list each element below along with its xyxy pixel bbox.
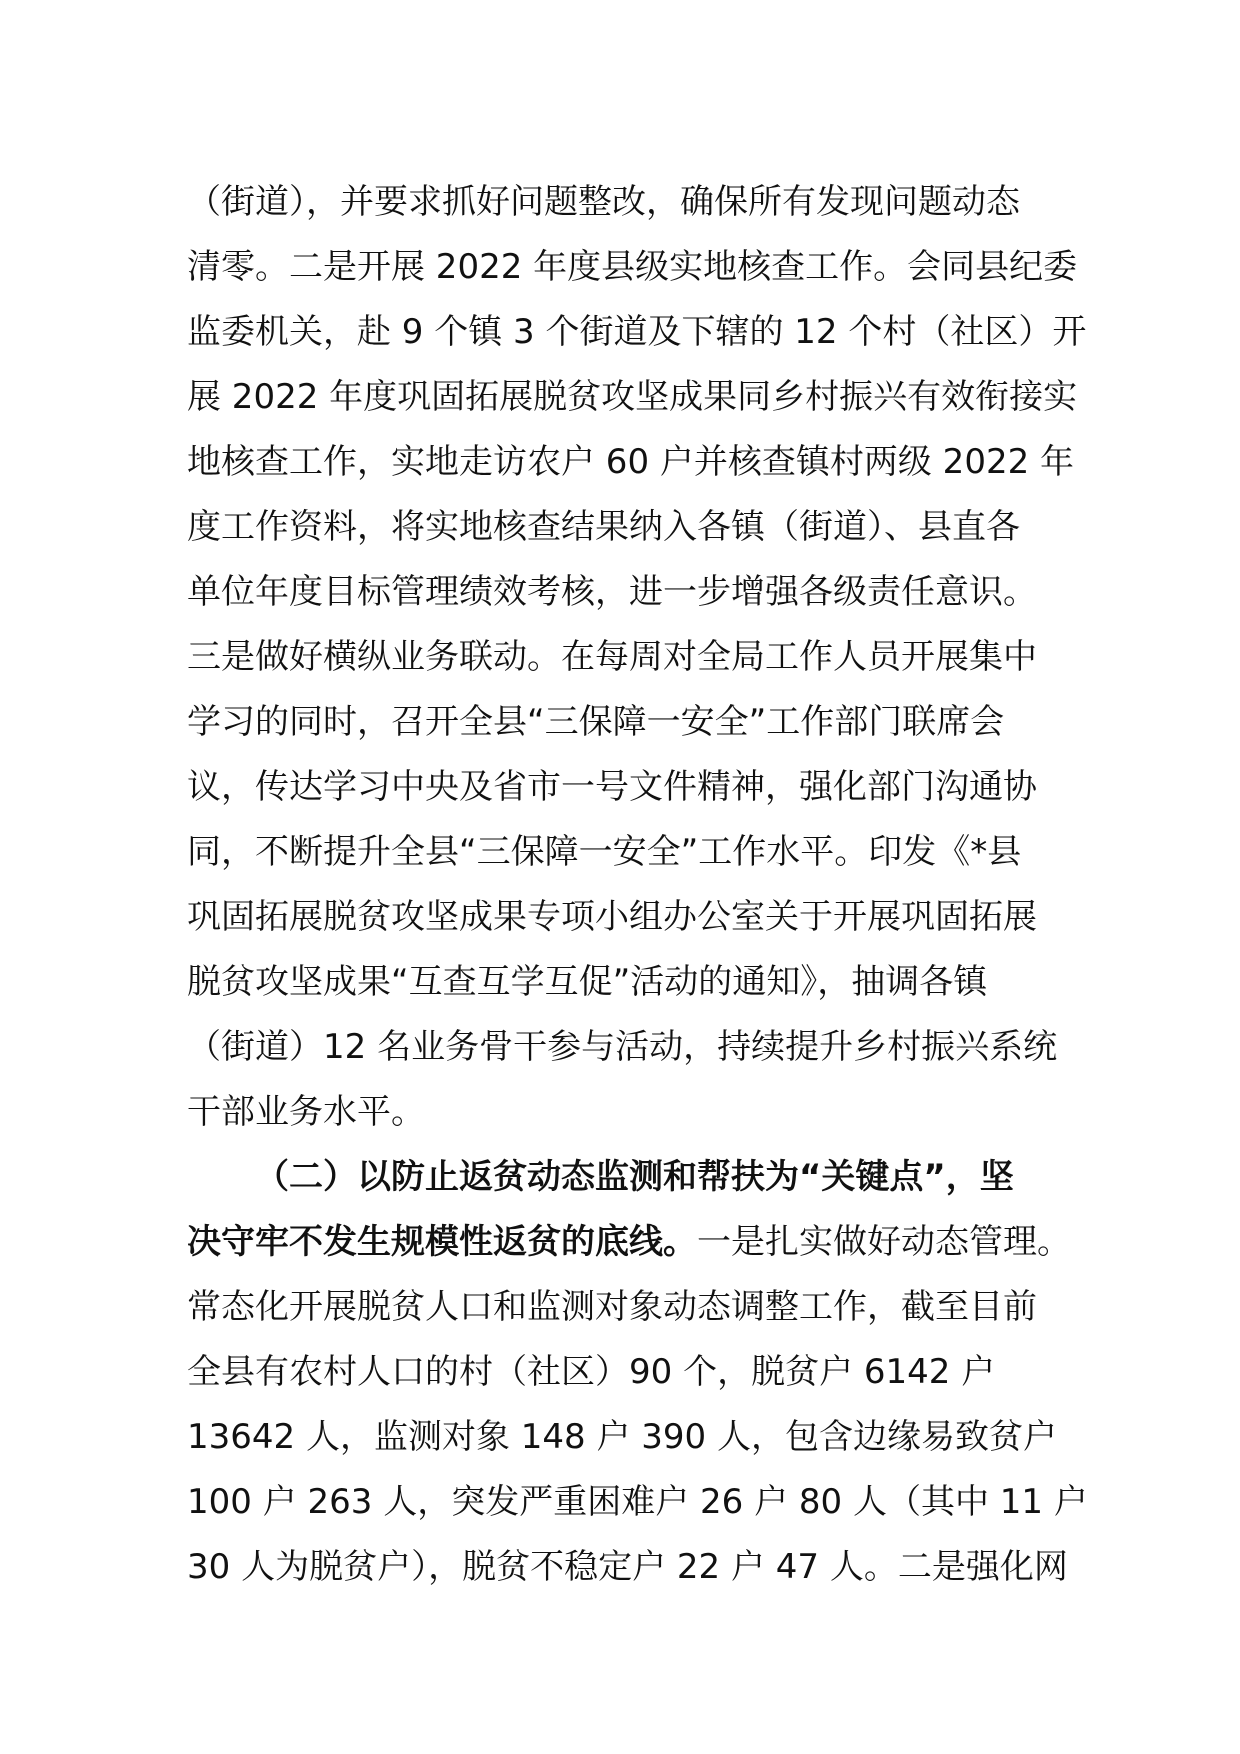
text-line: 同，不断提升全县“三保障一安全”工作水平。印发《*县: [187, 832, 1022, 872]
body-text: [187, 170, 1088, 1600]
text-line: 议，传达学习中央及省市一号文件精神，强化部门沟通协: [187, 767, 1037, 807]
section-heading-text: 决守牢不发生规模性返贫的底线。: [187, 1222, 697, 1262]
text-line: 脱贫攻坚成果“互查互学互促”活动的通知》，抽调各镇: [187, 962, 988, 1002]
text-line: 30 人为脱贫户），脱贫不稳定户 22 户 47 人。二是强化网: [187, 1547, 1068, 1587]
text-line-remainder: 一是扎实做好动态管理。: [697, 1222, 1071, 1262]
text-line: 100 户 263 人，突发严重困难户 26 户 80 人（其中 11 户: [187, 1482, 1088, 1522]
text-line: 单位年度目标管理绩效考核，进一步增强各级责任意识。: [187, 572, 1037, 612]
text-line: 巩固拓展脱贫攻坚成果专项小组办公室关于开展巩固拓展: [187, 897, 1037, 937]
heading-continuation-line: [187, 1210, 1071, 1275]
text-line: 监委机关，赴 9 个镇 3 个街道及下辖的 12 个村（社区）开: [187, 312, 1087, 352]
text-line: （街道）12 名业务骨干参与活动，持续提升乡村振兴系统: [187, 1027, 1058, 1067]
text-line: 干部业务水平。: [187, 1092, 425, 1132]
text-line: 学习的同时，召开全县“三保障一安全”工作部门联席会: [187, 702, 1005, 742]
text-line: 常态化开展脱贫人口和监测对象动态调整工作，截至目前: [187, 1287, 1037, 1327]
text-line: 13642 人，监测对象 148 户 390 人，包含边缘易致贫户: [187, 1417, 1057, 1457]
text-line: 展 2022 年度巩固拓展脱贫攻坚成果同乡村振兴有效衔接实: [187, 377, 1078, 417]
text-line: 度工作资料，将实地核查结果纳入各镇（街道）、县直各: [187, 507, 1020, 547]
section-heading-line: （二）以防止返贫动态监测和帮扶为“关键点”，坚: [255, 1157, 1014, 1197]
text-line: 地核查工作，实地走访农户 60 户并核查镇村两级 2022 年: [187, 442, 1075, 482]
text-line: 三是做好横纵业务联动。在每周对全局工作人员开展集中: [187, 637, 1037, 677]
text-line: 清零。二是开展 2022 年度县级实地核查工作。会同县纪委: [187, 247, 1078, 287]
text-line: （街道），并要求抓好问题整改，确保所有发现问题动态: [187, 182, 1020, 222]
text-line: 全县有农村人口的村（社区）90 个，脱贫户 6142 户: [187, 1352, 996, 1392]
